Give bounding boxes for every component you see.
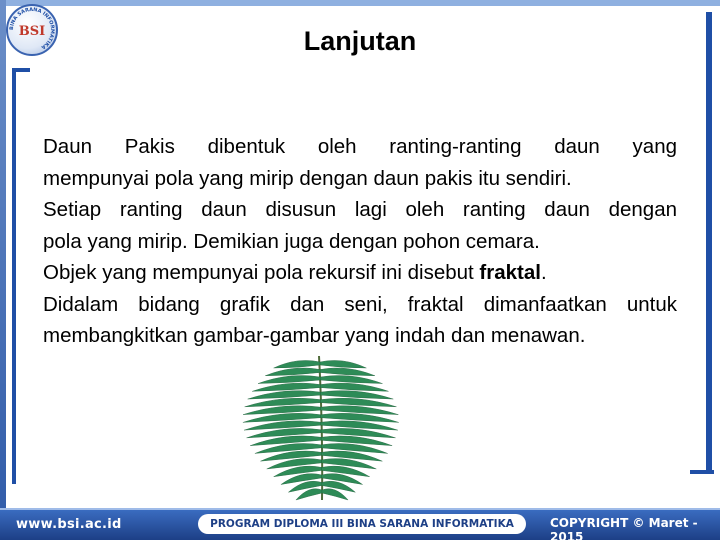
top-accent-bar — [0, 0, 720, 6]
footer-program: PROGRAM DIPLOMA III BINA SARANA INFORMATIKA — [198, 514, 526, 534]
fern-leaflet — [243, 406, 321, 415]
logo-ring-text: BINA SARANA INFORMATIKA — [8, 6, 56, 51]
fern-leaflet — [320, 376, 382, 384]
slide-body — [43, 131, 677, 352]
body-line-5-text: Objek yang mempunyai pola rekursif ini disebut — [43, 261, 480, 284]
body-line-7: membangkitkan gambar-gambar yang indah dan menawan. — [43, 324, 586, 347]
fern-leaflet — [320, 368, 375, 376]
right-bracket-foot — [690, 470, 714, 474]
slide-title: Lanjutan — [303, 26, 417, 56]
fern-leaflet — [296, 489, 322, 500]
body-line-4: pola yang mirip. Demikian juga dengan pohon cemara. — [43, 229, 540, 253]
left-accent-bar — [0, 0, 6, 540]
footer-copyright: COPYRIGHT © Maret - 2015 — [550, 516, 698, 544]
footer-url: www.bsi.ac.id — [16, 517, 122, 532]
fraktal-keyword: fraktal — [479, 261, 541, 284]
fern-leaflet — [322, 489, 348, 500]
left-bracket-decoration — [12, 68, 30, 484]
footer-bar — [0, 508, 720, 544]
body-line-5 — [43, 257, 677, 289]
fern-leaflet — [320, 360, 366, 368]
fern-leaflet — [321, 398, 397, 407]
fern-leaflet — [274, 360, 320, 368]
body-line-5-period: . — [540, 261, 547, 284]
fern-leaflet — [248, 391, 321, 399]
body-line-1: Daun Pakis dibentuk oleh ranting-ranting daun yang — [43, 135, 677, 158]
fern-leaflet — [320, 391, 393, 399]
fern-leaflet — [265, 368, 320, 376]
fern-leaflet — [320, 383, 388, 391]
body-line-2: mempunyai pola yang mirip dengan daun pakis itu sendiri. — [43, 166, 572, 190]
fern-leaflet — [321, 406, 399, 415]
fern-leaflet — [252, 383, 320, 391]
body-line-3: Setiap ranting daun disusun lagi oleh ranting daun dengan — [43, 198, 677, 221]
fern-leaflet — [258, 376, 320, 384]
fern-image — [226, 352, 418, 502]
right-bracket-decoration — [696, 12, 712, 472]
fern-leaflet — [245, 398, 321, 407]
body-line-6: Didalam bidang grafik dan seni, fraktal dimanfaatkan untuk — [43, 292, 677, 316]
logo-text: BSI — [18, 24, 46, 39]
